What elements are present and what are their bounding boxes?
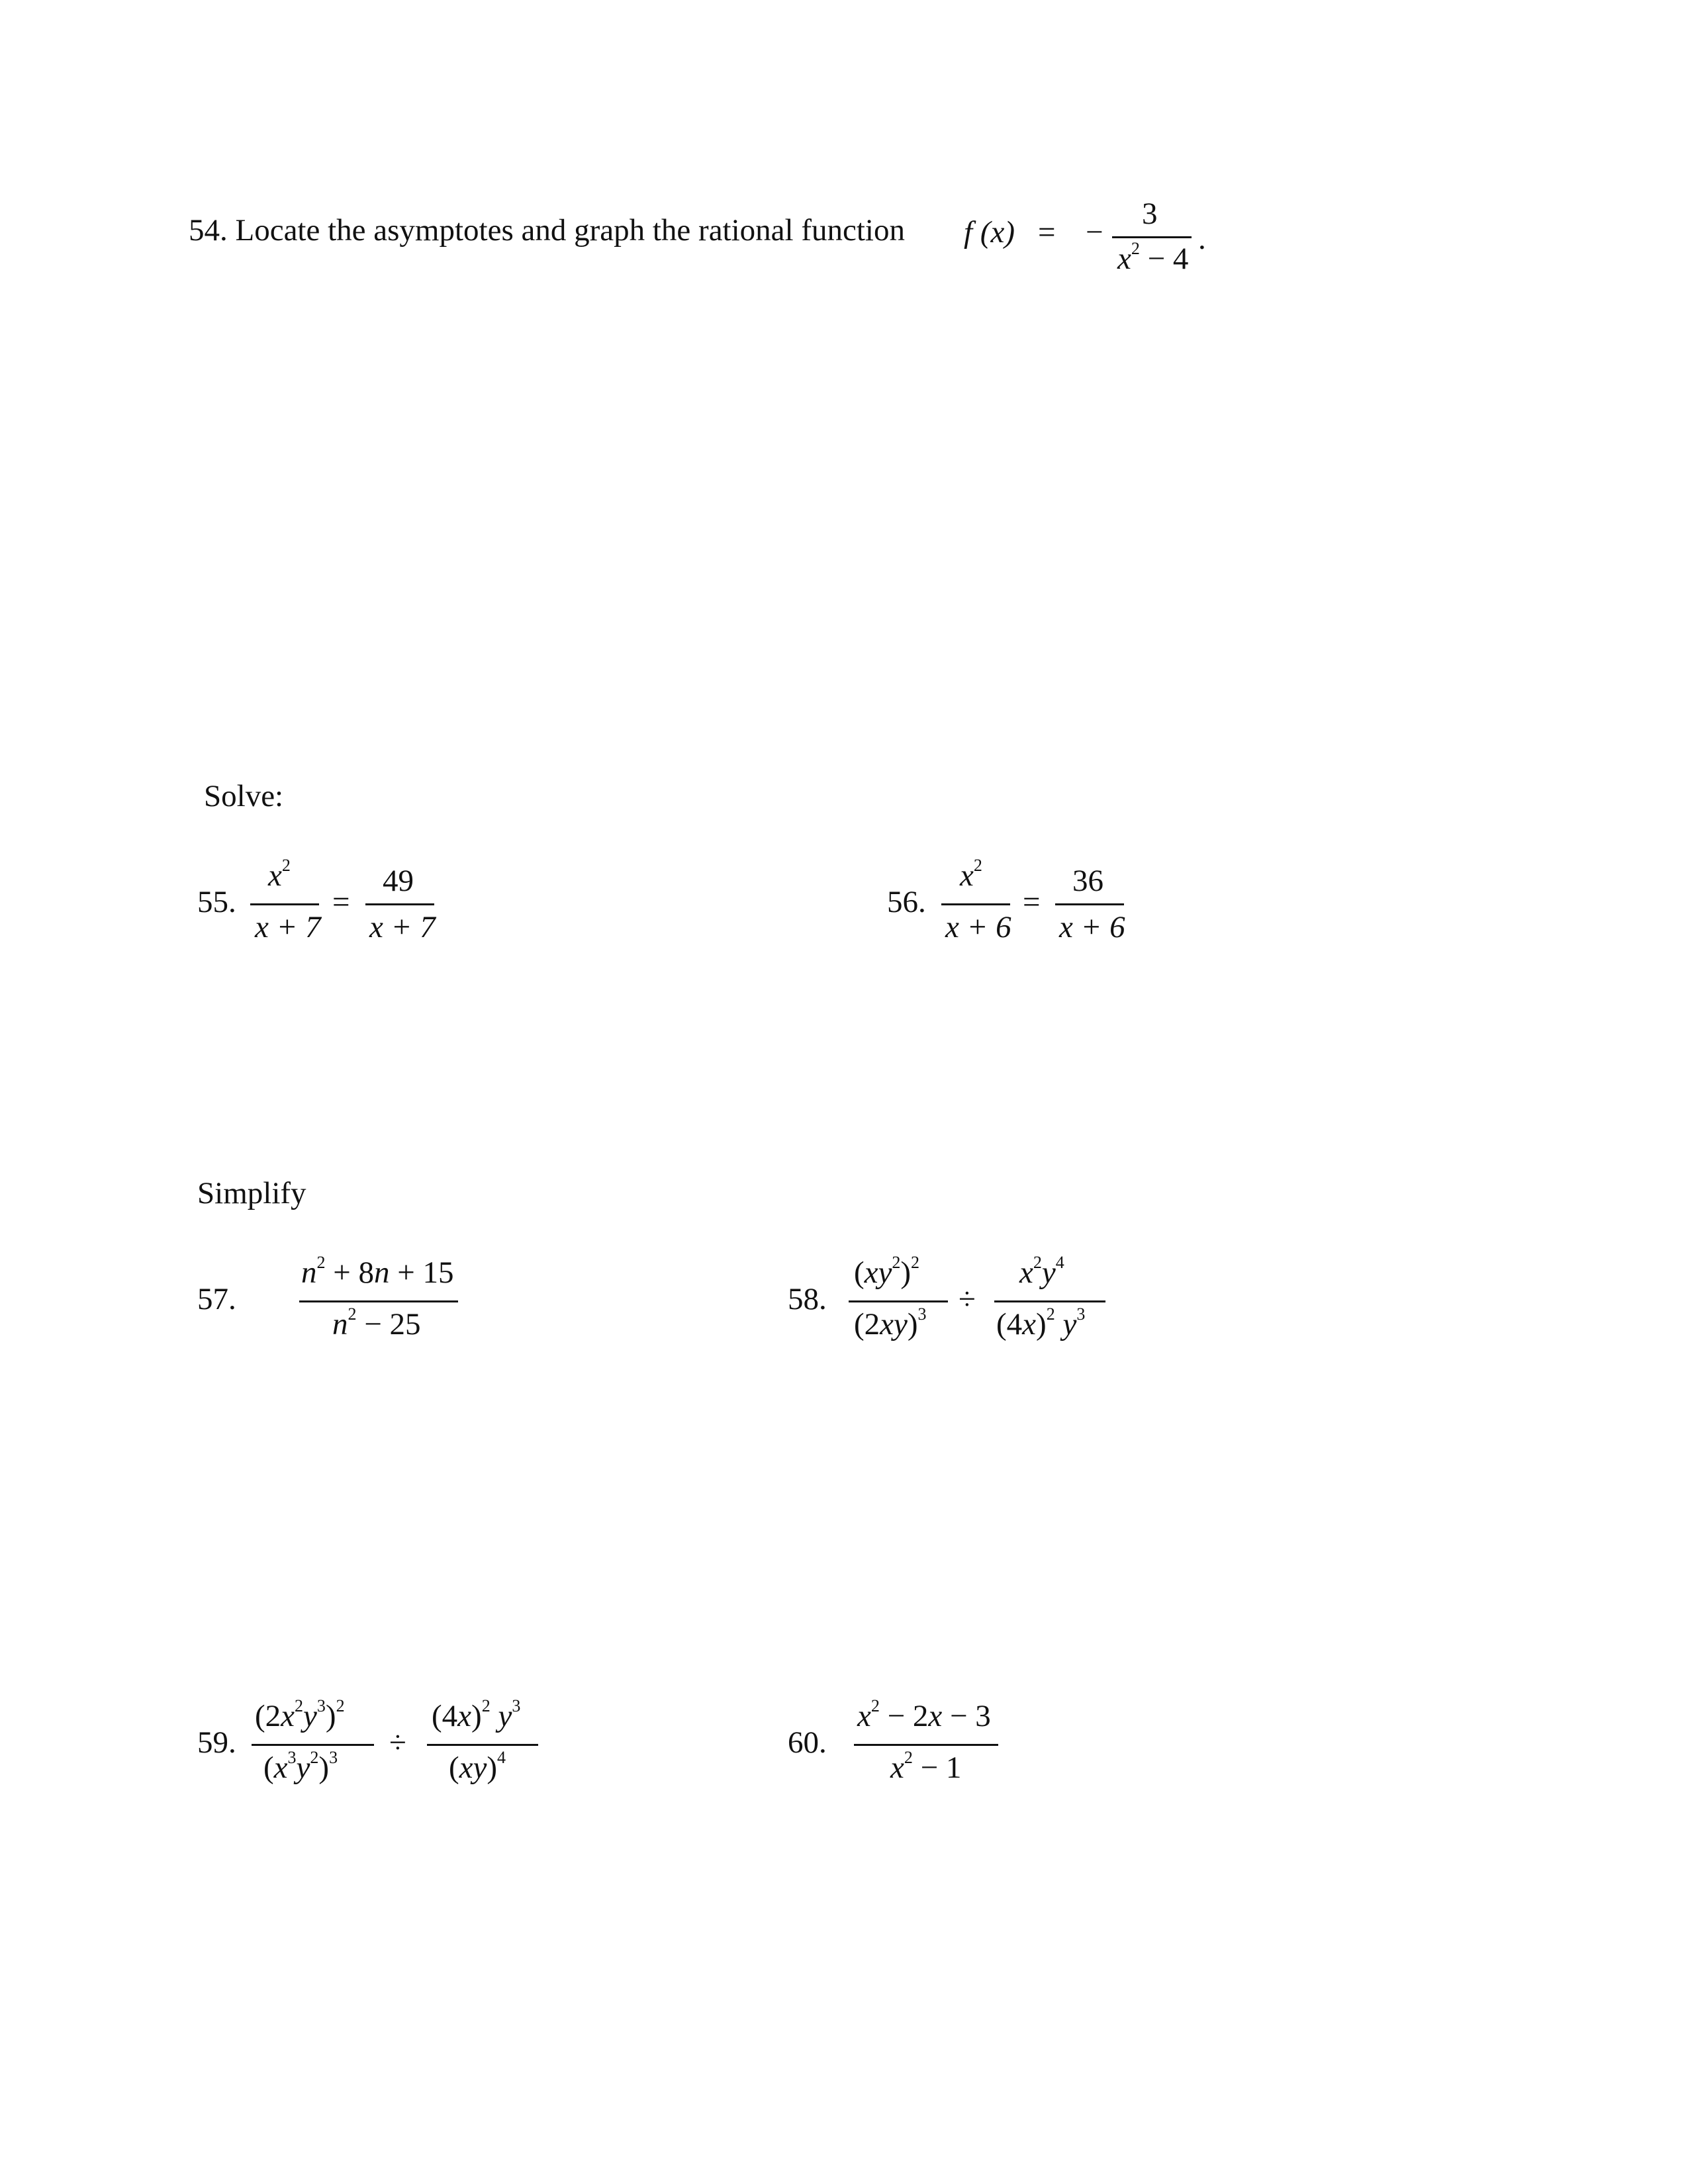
problem-54-negative-sign: − — [1086, 215, 1103, 250]
problem-60-numerator: $x^2 - 2x - 3$ — [857, 1696, 991, 1733]
problem-58-right-fraction-bar — [994, 1300, 1105, 1302]
problem-54-numerator: 3 — [1142, 197, 1158, 231]
problem-54-denominator: $x^2 - 4$ — [1117, 239, 1189, 276]
problem-59-left-numerator: $(2x^2y^3)^2$ — [255, 1696, 345, 1733]
problem-55-right-fraction-bar — [365, 903, 434, 905]
problem-59-divide-sign: ÷ — [389, 1725, 406, 1760]
problem-55-right-denominator: x + 7 — [369, 910, 436, 944]
problem-54-fraction-bar — [1112, 236, 1192, 238]
simplify-heading: Simplify — [197, 1176, 306, 1210]
problem-58-left-fraction-bar — [849, 1300, 948, 1302]
problem-56-number: 56. — [887, 885, 926, 919]
problem-59-number: 59. — [197, 1725, 236, 1760]
problem-57-number: 57. — [197, 1282, 236, 1316]
problem-57-denominator: $n^2 - 25$ — [332, 1304, 421, 1342]
problem-56-left-numerator: $x^2$ — [960, 856, 982, 893]
problem-56-equals: = — [1023, 885, 1041, 919]
solve-heading: Solve: — [204, 779, 284, 813]
problem-56-right-denominator: x + 6 — [1059, 910, 1125, 944]
problem-60-denominator: $x^2 - 1$ — [890, 1748, 962, 1785]
problem-55-left-fraction-bar — [250, 903, 319, 905]
problem-55-equals: = — [332, 885, 350, 919]
problem-59-left-denominator: $(x^3y^2)^3$ — [263, 1748, 338, 1785]
problem-54-period: . — [1198, 222, 1206, 256]
problem-56-left-denominator: x + 6 — [945, 910, 1011, 944]
problem-55-left-numerator: $x^2$ — [268, 856, 291, 893]
problem-60-number: 60. — [788, 1725, 827, 1760]
problem-59-right-denominator: (xy)$^4$ — [449, 1748, 506, 1785]
problem-54-function-name: f (x) — [964, 215, 1015, 250]
problem-57-fraction-bar — [299, 1300, 458, 1302]
problem-55-right-numerator: 49 — [383, 864, 414, 898]
problem-59-right-fraction-bar — [427, 1744, 538, 1746]
problem-54-equals: = — [1038, 215, 1056, 250]
problem-58-left-denominator: $(2xy)^3$ — [854, 1304, 927, 1342]
problem-58-divide-sign: ÷ — [959, 1282, 976, 1316]
problem-57-numerator: $n^2 + 8n + 15$ — [301, 1253, 454, 1290]
problem-59-right-numerator: $(4x)^2$ $y^3$ — [432, 1696, 521, 1733]
problem-60-fraction-bar — [854, 1744, 998, 1746]
problem-58-left-numerator: $(xy^2)^2$ — [854, 1253, 920, 1290]
problem-54-prompt: 54. Locate the asymptotes and graph the rational function — [189, 213, 905, 248]
problem-55-number: 55. — [197, 885, 236, 919]
problem-56-right-fraction-bar — [1055, 903, 1124, 905]
problem-56-left-fraction-bar — [941, 903, 1010, 905]
problem-56-right-numerator: 36 — [1072, 864, 1103, 898]
problem-59-left-fraction-bar — [252, 1744, 374, 1746]
problem-55-left-denominator: x + 7 — [255, 910, 321, 944]
problem-58-number: 58. — [788, 1282, 827, 1316]
problem-58-right-denominator: $(4x)^2$ $y^3$ — [996, 1304, 1086, 1342]
problem-58-right-numerator: $x^2y^4$ — [1019, 1253, 1064, 1290]
